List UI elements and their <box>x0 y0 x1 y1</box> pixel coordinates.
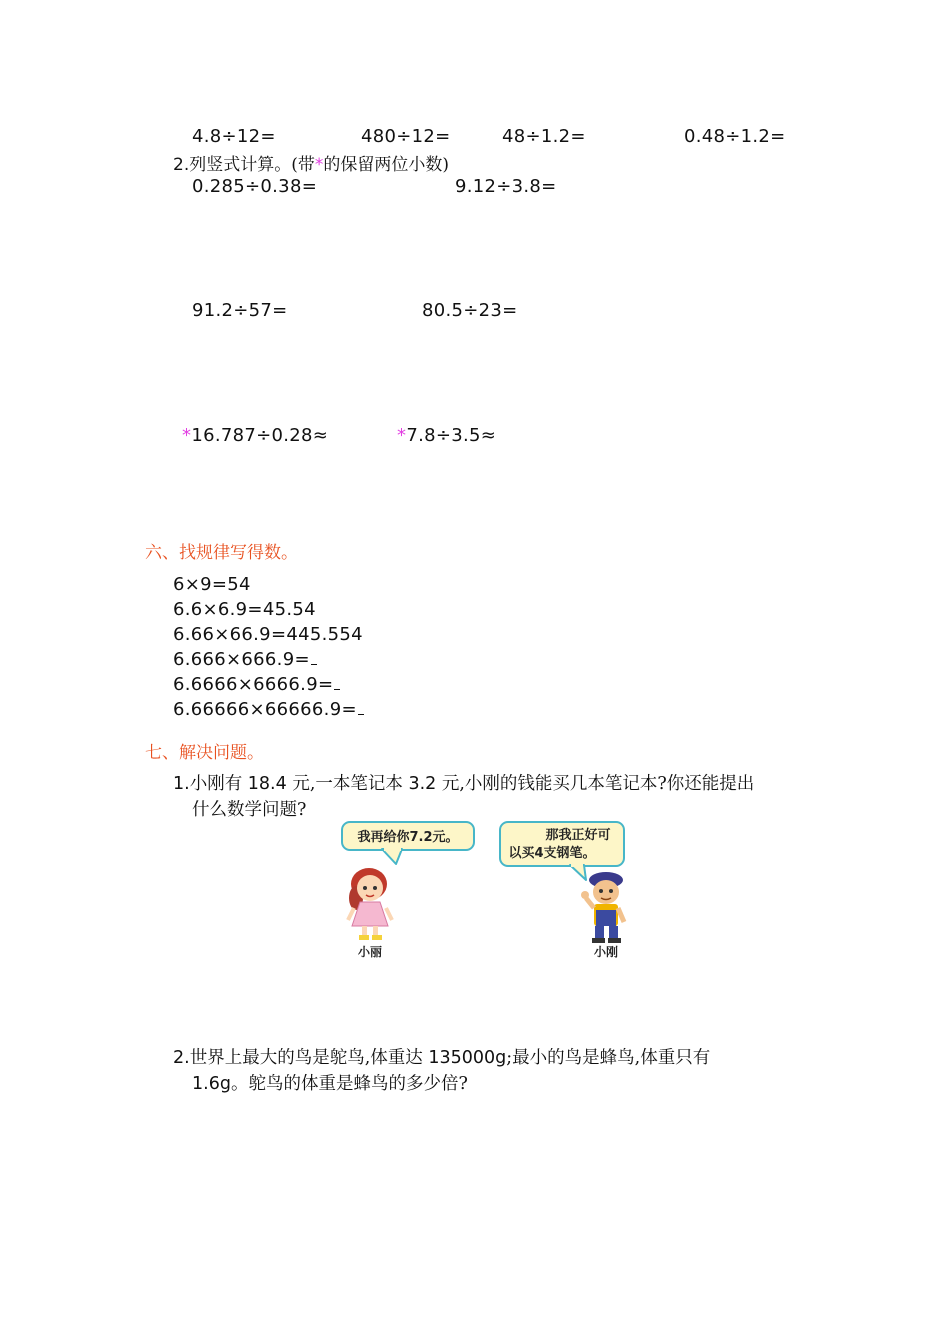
q2-number: 2. <box>173 155 190 175</box>
problem-1-number: 1. <box>173 774 190 794</box>
problem-1-line-2: 什么数学问题? <box>192 800 307 820</box>
speech-bubble-right <box>500 822 624 880</box>
q2-starred-2 <box>397 425 496 446</box>
section-7-title: 七、解决问题。 <box>145 743 264 763</box>
illustration <box>330 818 640 966</box>
q2-text-b: 的保留两位小数) <box>323 155 450 175</box>
q2-expr-3: 91.2÷57= <box>192 300 288 321</box>
problem-2-line-2 <box>192 1071 468 1097</box>
q2-expr-4: 80.5÷23= <box>422 300 518 321</box>
pattern-line-4 <box>173 649 317 670</box>
problem-2-text-c: 。鸵鸟的体重是蜂鸟的多少倍? <box>230 1074 468 1094</box>
answer-blank[interactable] <box>334 675 340 690</box>
bubble-right-text-1: 那我正好可 <box>545 828 611 843</box>
problem-2-text-b: ;最小的鸟是蜂鸟,体重只有 <box>506 1048 711 1068</box>
q2-text-a: 列竖式计算。(带 <box>189 155 315 175</box>
problem-2-number: 2. <box>173 1048 190 1068</box>
pattern-line-4-text: 6.666×666.9= <box>173 649 310 670</box>
problem-1-text-c: 元,小刚的钱能买几本笔记本?你还能提出 <box>436 774 755 794</box>
caption-boy: 小刚 <box>593 945 619 959</box>
problem-1-line-1 <box>173 771 754 797</box>
pattern-line-5-text: 6.6666×6666.9= <box>173 674 334 695</box>
star-marker: * <box>314 155 324 175</box>
problem-1-price: 3.2 <box>408 774 437 794</box>
q2-expr-2: 9.12÷3.8= <box>455 176 557 197</box>
expr-3: 48÷1.2= <box>502 126 586 147</box>
expr-4: 0.48÷1.2= <box>684 126 786 147</box>
bubble-right-text-2: 以买4支钢笔。 <box>508 846 596 861</box>
girl-figure <box>348 868 392 940</box>
boy-figure <box>581 872 624 943</box>
answer-blank[interactable] <box>358 700 364 715</box>
pattern-line-6 <box>173 699 364 720</box>
q2-starred-expr-2: 7.8÷3.5≈ <box>406 425 497 446</box>
star-marker: * <box>182 425 192 446</box>
pattern-line-6-text: 6.66666×66666.9= <box>173 699 357 720</box>
q2-starred-1 <box>182 425 328 446</box>
q2-expr-1: 0.285÷0.38= <box>192 176 318 197</box>
bubble-left-text: 我再给你7.2元。 <box>357 830 459 845</box>
problem-2-line-1 <box>173 1045 710 1071</box>
problem-2-text-a: 世界上最大的鸟是鸵鸟,体重达 <box>189 1048 429 1068</box>
speech-bubble-left <box>342 822 474 864</box>
section-6-title: 六、找规律写得数。 <box>145 543 298 563</box>
problem-1-text-a: 小刚有 <box>189 774 248 794</box>
problem-1-amount: 18.4 <box>247 774 287 794</box>
problem-2-hummingbird-weight: 1.6g <box>192 1074 231 1094</box>
expr-2: 480÷12= <box>361 126 451 147</box>
pattern-line-5 <box>173 674 340 695</box>
problem-2-ostrich-weight: 135000g <box>428 1048 507 1068</box>
pattern-line-3: 6.66×66.9=445.554 <box>173 624 363 645</box>
problem-1-text-b: 元,一本笔记本 <box>286 774 409 794</box>
star-marker: * <box>397 425 407 446</box>
caption-girl: 小丽 <box>357 945 383 959</box>
expr-1: 4.8÷12= <box>192 126 276 147</box>
q2-starred-expr-1: 16.787÷0.28≈ <box>191 425 329 446</box>
pattern-line-1: 6×9=54 <box>173 574 251 595</box>
pattern-line-2: 6.6×6.9=45.54 <box>173 599 316 620</box>
q2-instruction <box>173 150 449 175</box>
answer-blank[interactable] <box>311 650 317 665</box>
